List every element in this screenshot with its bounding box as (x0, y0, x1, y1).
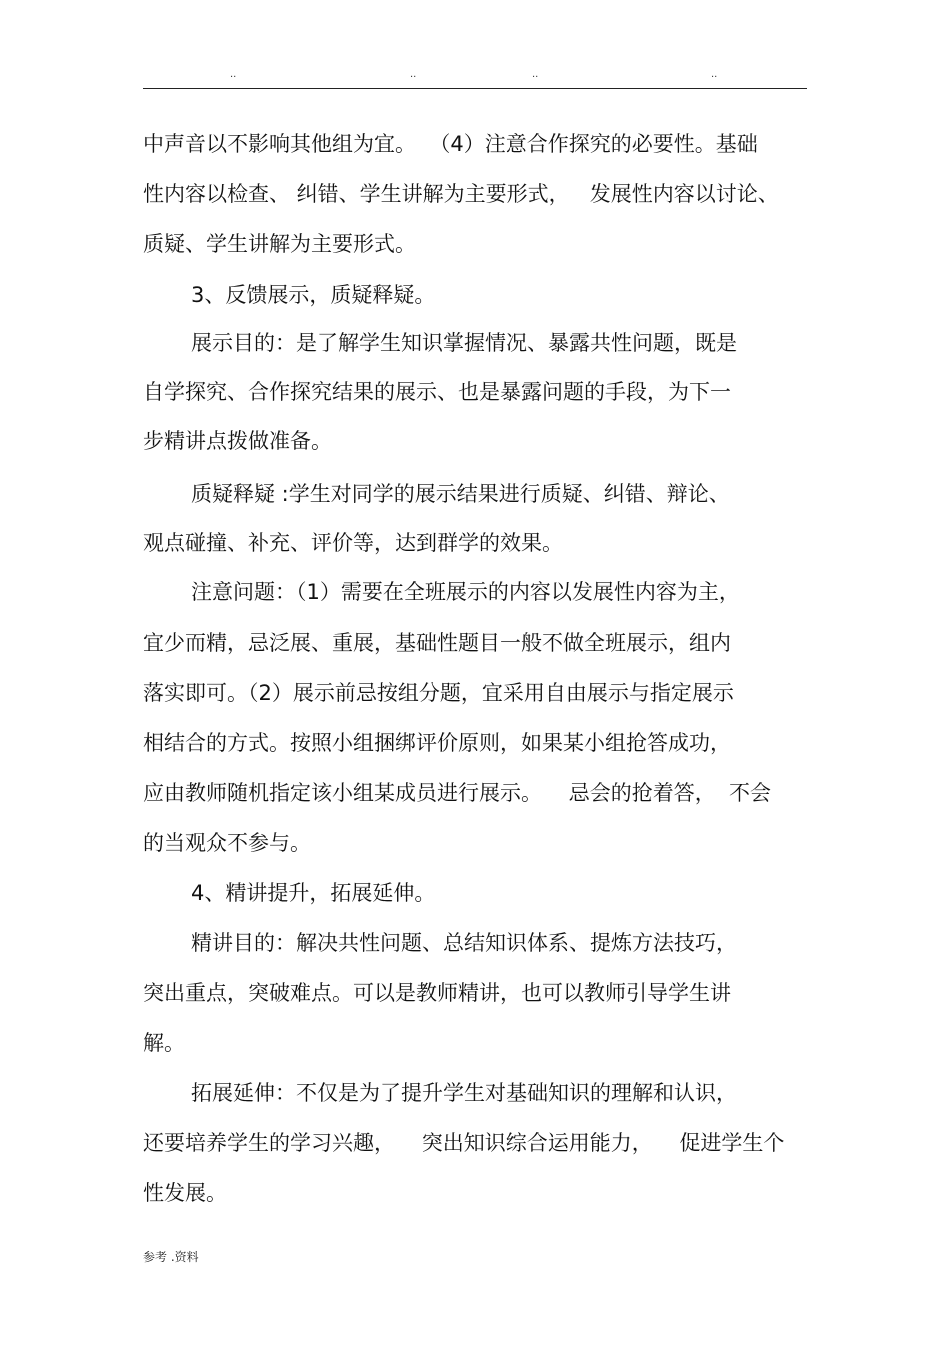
page-header (0, 70, 950, 84)
text-line: 解。 (143, 1031, 185, 1055)
text-line: 质疑释疑 :学生对同学的展示结果进行质疑、纠错、辩论、 (191, 482, 730, 506)
text-line: 精讲目的：解决共性问题、总结知识体系、提炼方法技巧， (191, 931, 737, 955)
text-line: 质疑、学生讲解为主要形式。 (143, 232, 416, 256)
header-dot-mark: .. (532, 69, 539, 80)
text-line: 应由教师随机指定该小组某成员进行展示。 忌会的抢着答， 不会 (143, 781, 772, 805)
text-line: 的当观众不参与。 (143, 831, 311, 855)
page-footer: 参考 .资料 (143, 1250, 199, 1264)
text-line: 宜少而精，忌泛展、重展，基础性题目一般不做全班展示，组内 (143, 631, 731, 655)
header-rule (143, 88, 807, 89)
text-line: 性内容以检查、 纠错、学生讲解为主要形式， 发展性内容以讨论、 (143, 182, 779, 206)
text-line: 拓展延伸：不仅是为了提升学生对基础知识的理解和认识， (191, 1081, 737, 1105)
text-line: 落实即可。（2）展示前忌按组分题，宜采用自由展示与指定展示 (143, 681, 734, 705)
section-heading: 3、反馈展示，质疑释疑。 (191, 283, 436, 307)
section-heading: 4、精讲提升，拓展延伸。 (191, 881, 436, 905)
text-line: 步精讲点拨做准备。 (143, 429, 332, 453)
text-line: 自学探究、合作探究结果的展示、也是暴露问题的手段，为下一 (143, 380, 731, 404)
text-line: 展示目的：是了解学生知识掌握情况、暴露共性问题，既是 (191, 331, 737, 355)
header-dot-mark: .. (230, 69, 237, 80)
text-line: 突出重点，突破难点。可以是教师精讲，也可以教师引导学生讲 (143, 981, 731, 1005)
text-line: 注意问题：（1）需要在全班展示的内容以发展性内容为主， (191, 580, 740, 604)
text-line: 观点碰撞、补充、评价等，达到群学的效果。 (143, 531, 563, 555)
text-line: 中声音以不影响其他组为宜。 （4）注意合作探究的必要性。基础 (143, 132, 758, 156)
text-line: 性发展。 (143, 1181, 227, 1205)
text-line: 相结合的方式。按照小组捆绑评价原则，如果某小组抢答成功， (143, 731, 731, 755)
header-dot-mark: .. (410, 69, 417, 80)
text-line: 还要培养学生的学习兴趣， 突出知识综合运用能力， 促进学生个 (143, 1131, 785, 1155)
header-dot-mark: .. (711, 69, 718, 80)
